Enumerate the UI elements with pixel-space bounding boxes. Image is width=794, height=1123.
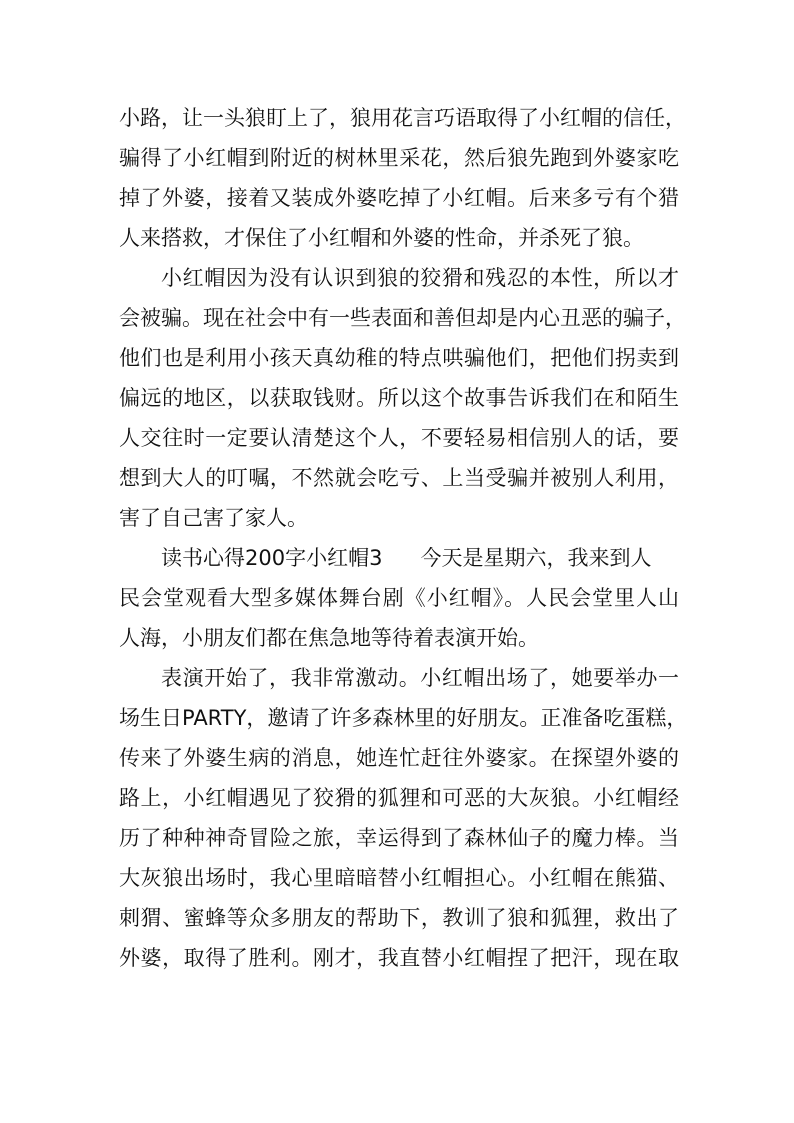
- text-line: 小路，让一头狼盯上了，狼用花言巧语取得了小红帽的信任，: [119, 106, 686, 130]
- text-line: 想到大人的叮嘱，不然就会吃亏、上当受骗并被别人利用，: [119, 466, 679, 490]
- text-line: 刺猬、蜜蜂等众多朋友的帮助下，教训了狼和狐狸，救出了: [119, 906, 679, 930]
- text-line: 民会堂观看大型多媒体舞台剧《小红帽》。人民会堂里人山: [119, 586, 679, 610]
- text-line: 掉了外婆，接着又装成外婆吃掉了小红帽。后来多亏有个猎: [119, 186, 679, 210]
- text-line: 路上，小红帽遇见了狡猾的狐狸和可恶的大灰狼。小红帽经: [119, 786, 679, 810]
- text-segment: 今天是星期六，我来到人: [420, 546, 652, 570]
- text-line: 人海，小朋友们都在焦急地等待着表演开始。: [119, 626, 539, 650]
- text-line: 大灰狼出场时，我心里暗暗替小红帽担心。小红帽在熊猫、: [119, 866, 679, 890]
- text-line: 偏远的地区，以获取钱财。所以这个故事告诉我们在和陌生: [119, 386, 679, 410]
- heading-line: [119, 538, 679, 578]
- text-line: 传来了外婆生病的消息，她连忙赶往外婆家。在探望外婆的: [119, 746, 679, 770]
- text-line: 表演开始了，我非常激动。小红帽出场了，她要举办一: [161, 666, 679, 690]
- section-heading: 读书心得200字小红帽3: [161, 546, 383, 570]
- text-line: 他们也是利用小孩天真幼稚的特点哄骗他们，把他们拐卖到: [119, 346, 679, 370]
- document-body: [119, 98, 688, 978]
- text-line: 外婆，取得了胜利。刚才，我直替小红帽捏了把汗，现在取: [119, 946, 679, 970]
- text-line: 历了种种神奇冒险之旅，幸运得到了森林仙子的魔力棒。当: [119, 826, 679, 850]
- text-line: 骗得了小红帽到附近的树林里采花，然后狼先跑到外婆家吃: [119, 146, 679, 170]
- text-line: 小红帽因为没有认识到狼的狡猾和残忍的本性，所以才: [161, 266, 679, 290]
- text-line: 会被骗。现在社会中有一些表面和善但却是内心丑恶的骗子，: [119, 306, 686, 330]
- text-line: 人交往时一定要认清楚这个人，不要轻易相信别人的话，要: [119, 426, 679, 450]
- text-line: 人来搭救，才保住了小红帽和外婆的性命，并杀死了狼。: [119, 226, 644, 250]
- text-line: 害了自己害了家人。: [119, 506, 308, 530]
- text-line: 场生日PARTY，邀请了许多森林里的好朋友。正准备吃蛋糕，: [119, 706, 688, 730]
